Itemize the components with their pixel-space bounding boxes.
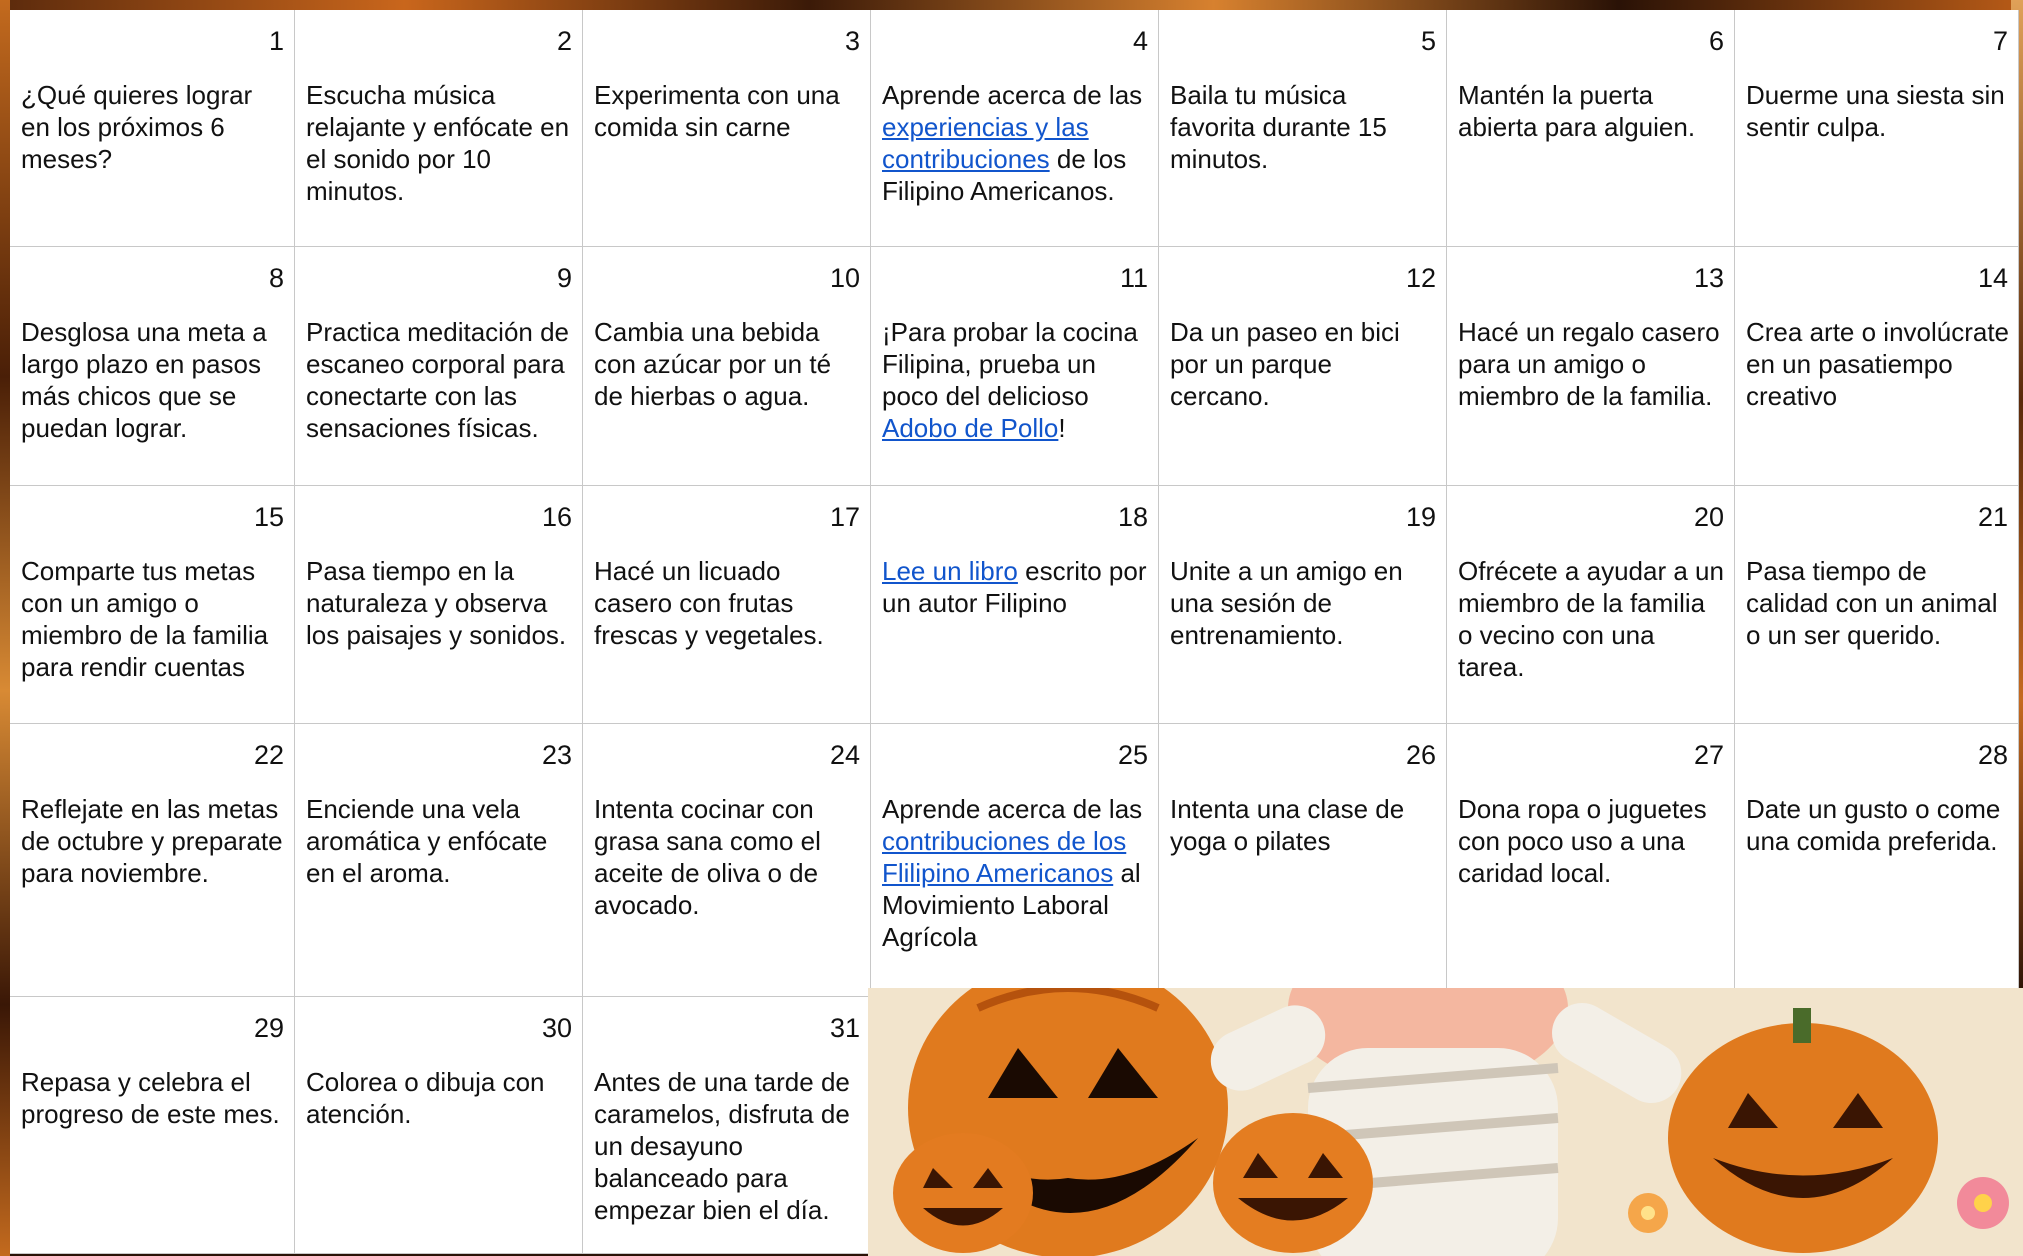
- activity-text-segment: Experimenta con una comida sin carne: [594, 80, 840, 142]
- day-cell-7: [1735, 10, 2019, 247]
- day-cell-19: [1159, 486, 1447, 724]
- day-cell-2: [295, 10, 583, 247]
- activity-text-segment: Pasa tiempo en la naturaleza y observa los paisajes y sonidos.: [306, 556, 567, 650]
- activity-text-segment: Date un gusto o come una comida preferida.: [1746, 794, 2001, 856]
- day-number: 9: [556, 263, 572, 293]
- day-number: 26: [1405, 740, 1436, 770]
- day-activity-text: [594, 793, 862, 921]
- day-activity-text: [306, 79, 574, 207]
- activity-text-segment: Colorea o dibuja con atención.: [306, 1067, 545, 1129]
- activity-text-segment: ¿Qué quieres lograr en los próximos 6 meses?: [21, 80, 253, 174]
- flower-icon: [1628, 1193, 1668, 1233]
- day-cell-6: [1447, 10, 1735, 247]
- day-number: 20: [1693, 502, 1724, 532]
- activity-text-segment: Hacé un licuado casero con frutas frescas y vegetales.: [594, 556, 824, 650]
- day-activity-text: [882, 316, 1150, 444]
- day-activity-text: [306, 316, 574, 444]
- day-number: 13: [1693, 263, 1724, 293]
- activity-text-segment: Cambia una bebida con azúcar por un té de hierbas o agua.: [594, 317, 832, 411]
- activity-text-segment: Ofrécete a ayudar a un miembro de la familia o vecino con una tarea.: [1458, 556, 1724, 682]
- day-activity-text: [21, 1066, 286, 1130]
- day-number: 23: [541, 740, 572, 770]
- day-activity-text: [1458, 793, 1726, 889]
- activity-text-segment: al Movimiento Laboral Agrícola: [882, 858, 1141, 952]
- day-activity-text: [594, 79, 862, 143]
- resource-link[interactable]: Lee un libro: [882, 556, 1018, 586]
- day-cell-23: [295, 724, 583, 997]
- activity-text-segment: Pasa tiempo de calidad con un animal o un ser querido.: [1746, 556, 1998, 650]
- day-number: 18: [1117, 502, 1148, 532]
- activity-text-segment: Hacé un regalo casero para un amigo o miembro de la familia.: [1458, 317, 1720, 411]
- activity-text-segment: Unite a un amigo en una sesión de entrenamiento.: [1170, 556, 1403, 650]
- day-cell-28: [1735, 724, 2019, 997]
- day-number: 29: [253, 1013, 284, 1043]
- activity-text-segment: de los Filipino Americanos.: [882, 144, 1127, 206]
- day-number: 27: [1693, 740, 1724, 770]
- activity-text-segment: Comparte tus metas con un amigo o miembro de la familia para rendir cuentas: [21, 556, 269, 682]
- activity-text-segment: Crea arte o involúcrate en un pasatiempo creativo: [1746, 317, 2010, 411]
- day-cell-12: [1159, 247, 1447, 486]
- day-cell-16: [295, 486, 583, 724]
- day-number: 21: [1977, 502, 2008, 532]
- day-activity-text: [1170, 79, 1438, 175]
- day-activity-text: [1746, 555, 2010, 651]
- day-activity-text: [882, 79, 1150, 207]
- day-cell-3: [583, 10, 871, 247]
- activity-text-segment: Enciende una vela aromática y enfócate en el aroma.: [306, 794, 548, 888]
- day-cell-24: [583, 724, 871, 997]
- day-number: 19: [1405, 502, 1436, 532]
- day-number: 6: [1708, 26, 1724, 56]
- activity-text-segment: escrito por un autor Filipino: [882, 556, 1147, 618]
- activity-text-segment: Antes de una tarde de caramelos, disfruta de un desayuno balanceado para empezar bien el día.: [594, 1067, 850, 1225]
- day-activity-text: [1458, 79, 1726, 143]
- day-activity-text: [306, 555, 574, 651]
- day-number: 17: [829, 502, 860, 532]
- day-cell-26: [1159, 724, 1447, 997]
- activity-text-segment: Reflejate en las metas de octubre y preparate para noviembre.: [21, 794, 283, 888]
- day-cell-30: [295, 997, 583, 1254]
- day-activity-text: [1746, 316, 2010, 412]
- day-cell-31: [583, 997, 871, 1254]
- activity-text-segment: Aprende acerca de las: [882, 794, 1143, 824]
- day-cell-11: [871, 247, 1159, 486]
- day-number: 15: [253, 502, 284, 532]
- day-activity-text: [1170, 316, 1438, 412]
- day-number: 30: [541, 1013, 572, 1043]
- day-cell-18: [871, 486, 1159, 724]
- activity-text-segment: Intenta una clase de yoga o pilates: [1170, 794, 1405, 856]
- flower-icon: [1957, 1177, 2009, 1229]
- day-number: 10: [829, 263, 860, 293]
- day-number: 8: [268, 263, 284, 293]
- day-number: 24: [829, 740, 860, 770]
- activity-text-segment: Da un paseo en bici por un parque cercano.: [1170, 317, 1400, 411]
- day-cell-8: [10, 247, 295, 486]
- decorative-frame-top: [0, 0, 2023, 10]
- activity-text-segment: Dona ropa o juguetes con poco uso a una caridad local.: [1458, 794, 1707, 888]
- day-number: 22: [253, 740, 284, 770]
- decorative-frame-left: [0, 0, 10, 1256]
- day-cell-17: [583, 486, 871, 724]
- activity-text-segment: ¡Para probar la cocina Filipina, prueba un poco del delicioso: [882, 317, 1138, 411]
- resource-link[interactable]: experiencias y las contribuciones: [882, 112, 1089, 174]
- activity-text-segment: Intenta cocinar con grasa sana como el aceite de oliva o de avocado.: [594, 794, 821, 920]
- day-number: 5: [1420, 26, 1436, 56]
- day-number: 28: [1977, 740, 2008, 770]
- day-number: 3: [844, 26, 860, 56]
- day-activity-text: [1170, 555, 1438, 651]
- day-activity-text: [1458, 555, 1726, 683]
- day-cell-22: [10, 724, 295, 997]
- resource-link[interactable]: Adobo de Pollo: [882, 413, 1059, 443]
- day-number: 1: [268, 26, 284, 56]
- activity-text-segment: Aprende acerca de las: [882, 80, 1143, 110]
- day-number: 12: [1405, 263, 1436, 293]
- day-cell-20: [1447, 486, 1735, 724]
- halloween-illustration: [868, 988, 2023, 1256]
- day-cell-29: [10, 997, 295, 1254]
- activity-text-segment: Desglosa una meta a largo plazo en pasos más chicos que se puedan lograr.: [21, 317, 267, 443]
- day-cell-13: [1447, 247, 1735, 486]
- day-activity-text: [306, 793, 574, 889]
- day-cell-4: [871, 10, 1159, 247]
- day-activity-text: [21, 555, 286, 683]
- activity-text-segment: Repasa y celebra el progreso de este mes.: [21, 1067, 280, 1129]
- day-activity-text: [594, 316, 862, 412]
- day-cell-15: [10, 486, 295, 724]
- day-number: 7: [1992, 26, 2008, 56]
- day-cell-1: [10, 10, 295, 247]
- jack-o-lantern-icon: [1213, 1113, 1373, 1253]
- day-number: 4: [1132, 26, 1148, 56]
- activity-text-segment: Mantén la puerta abierta para alguien.: [1458, 80, 1696, 142]
- day-number: 11: [1119, 263, 1148, 293]
- day-number: 31: [829, 1013, 860, 1043]
- day-activity-text: [1746, 793, 2010, 857]
- day-cell-21: [1735, 486, 2019, 724]
- activity-text-segment: Baila tu música favorita durante 15 minutos.: [1170, 80, 1387, 174]
- activity-text-segment: Practica meditación de escaneo corporal para conectarte con las sensaciones físicas.: [306, 317, 570, 443]
- resource-link[interactable]: contribuciones de los Flilipino Americanos: [882, 826, 1127, 888]
- day-activity-text: [306, 1066, 574, 1130]
- day-cell-10: [583, 247, 871, 486]
- day-activity-text: [1170, 793, 1438, 857]
- day-activity-text: [21, 79, 286, 175]
- jack-o-lantern-icon: [893, 1133, 1033, 1253]
- activity-text-segment: Duerme una siesta sin sentir culpa.: [1746, 80, 2005, 142]
- day-number: 25: [1117, 740, 1148, 770]
- activity-text-segment: Escucha música relajante y enfócate en el sonido por 10 minutos.: [306, 80, 570, 206]
- day-cell-5: [1159, 10, 1447, 247]
- day-activity-text: [1458, 316, 1726, 412]
- day-activity-text: [882, 793, 1150, 953]
- day-activity-text: [594, 555, 862, 651]
- day-number: 2: [556, 26, 572, 56]
- day-cell-14: [1735, 247, 2019, 486]
- day-cell-27: [1447, 724, 1735, 997]
- day-activity-text: [21, 316, 286, 444]
- day-cell-25: [871, 724, 1159, 997]
- day-activity-text: [594, 1066, 862, 1226]
- day-activity-text: [1746, 79, 2010, 143]
- day-number: 16: [541, 502, 572, 532]
- day-activity-text: [882, 555, 1150, 619]
- day-activity-text: [21, 793, 286, 889]
- activity-text-segment: !: [1058, 413, 1066, 443]
- day-cell-9: [295, 247, 583, 486]
- day-number: 14: [1977, 263, 2008, 293]
